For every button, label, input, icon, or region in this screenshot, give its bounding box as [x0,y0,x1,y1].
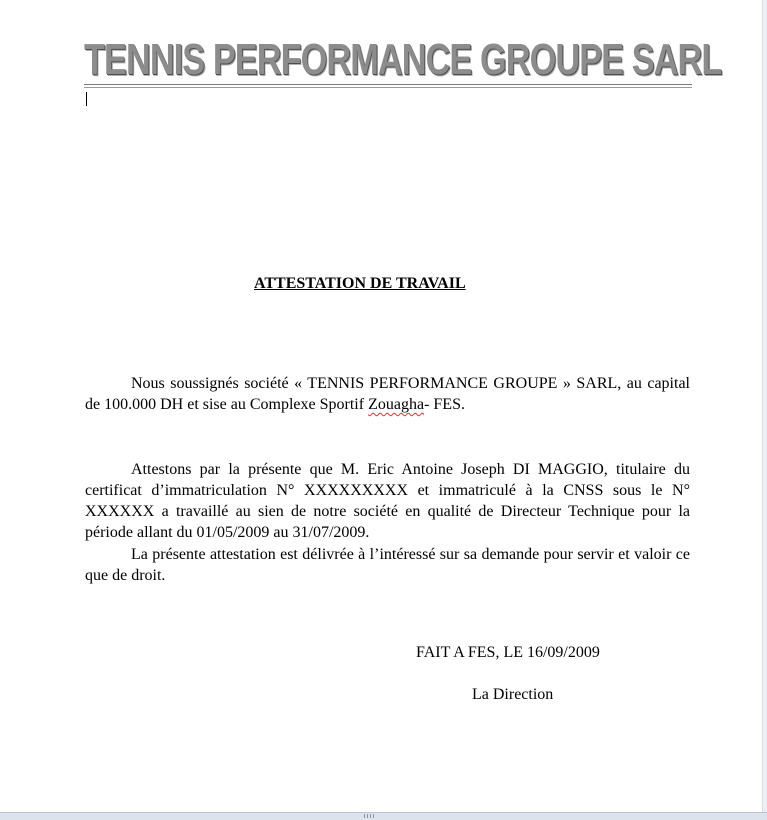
scrollbar-grip-icon[interactable] [364,814,374,818]
paragraph-company-intro[interactable] [85,373,690,415]
text-cursor [86,92,87,106]
company-name: TENNIS PERFORMANCE GROUPE SARL [84,35,722,84]
document-title: ATTESTATION DE TRAVAIL [254,275,466,292]
signature-line: La Direction [472,686,554,703]
paragraph-company-intro-end: - FES. [424,396,465,413]
letterhead-rule-bottom [84,87,692,88]
place-and-date: FAIT A FES, LE 16/09/2009 [416,644,600,661]
paragraph-company-intro-start: Nous soussignés société « TENNIS PERFORMANCE GROUPE » SARL, au capital de 100.000 DH et sise au Complexe Sportif [85,375,690,413]
paragraph-employment-attestation[interactable]: Attestons par la présente que M. Eric Antoine Joseph DI MAGGIO, titulaire du certificat d’immatriculation N° XXXXXXXXX et immatriculé à la CNSS sous le N° XXXXXX a travaillé au sien de notre société en qualité de Directeur Technique pour la période allant du 01/05/2009 au 31/07/2009. [85,461,690,541]
letterhead [84,34,722,90]
misspelled-word-zouagha[interactable]: Zouagha [368,396,425,413]
letterhead-rule-top [84,84,692,85]
paragraph-purpose[interactable]: La présente attestation est délivrée à l’intéressé sur sa demande pour servir et valoir ce que de droit. [85,546,690,584]
page-edge [762,0,767,812]
